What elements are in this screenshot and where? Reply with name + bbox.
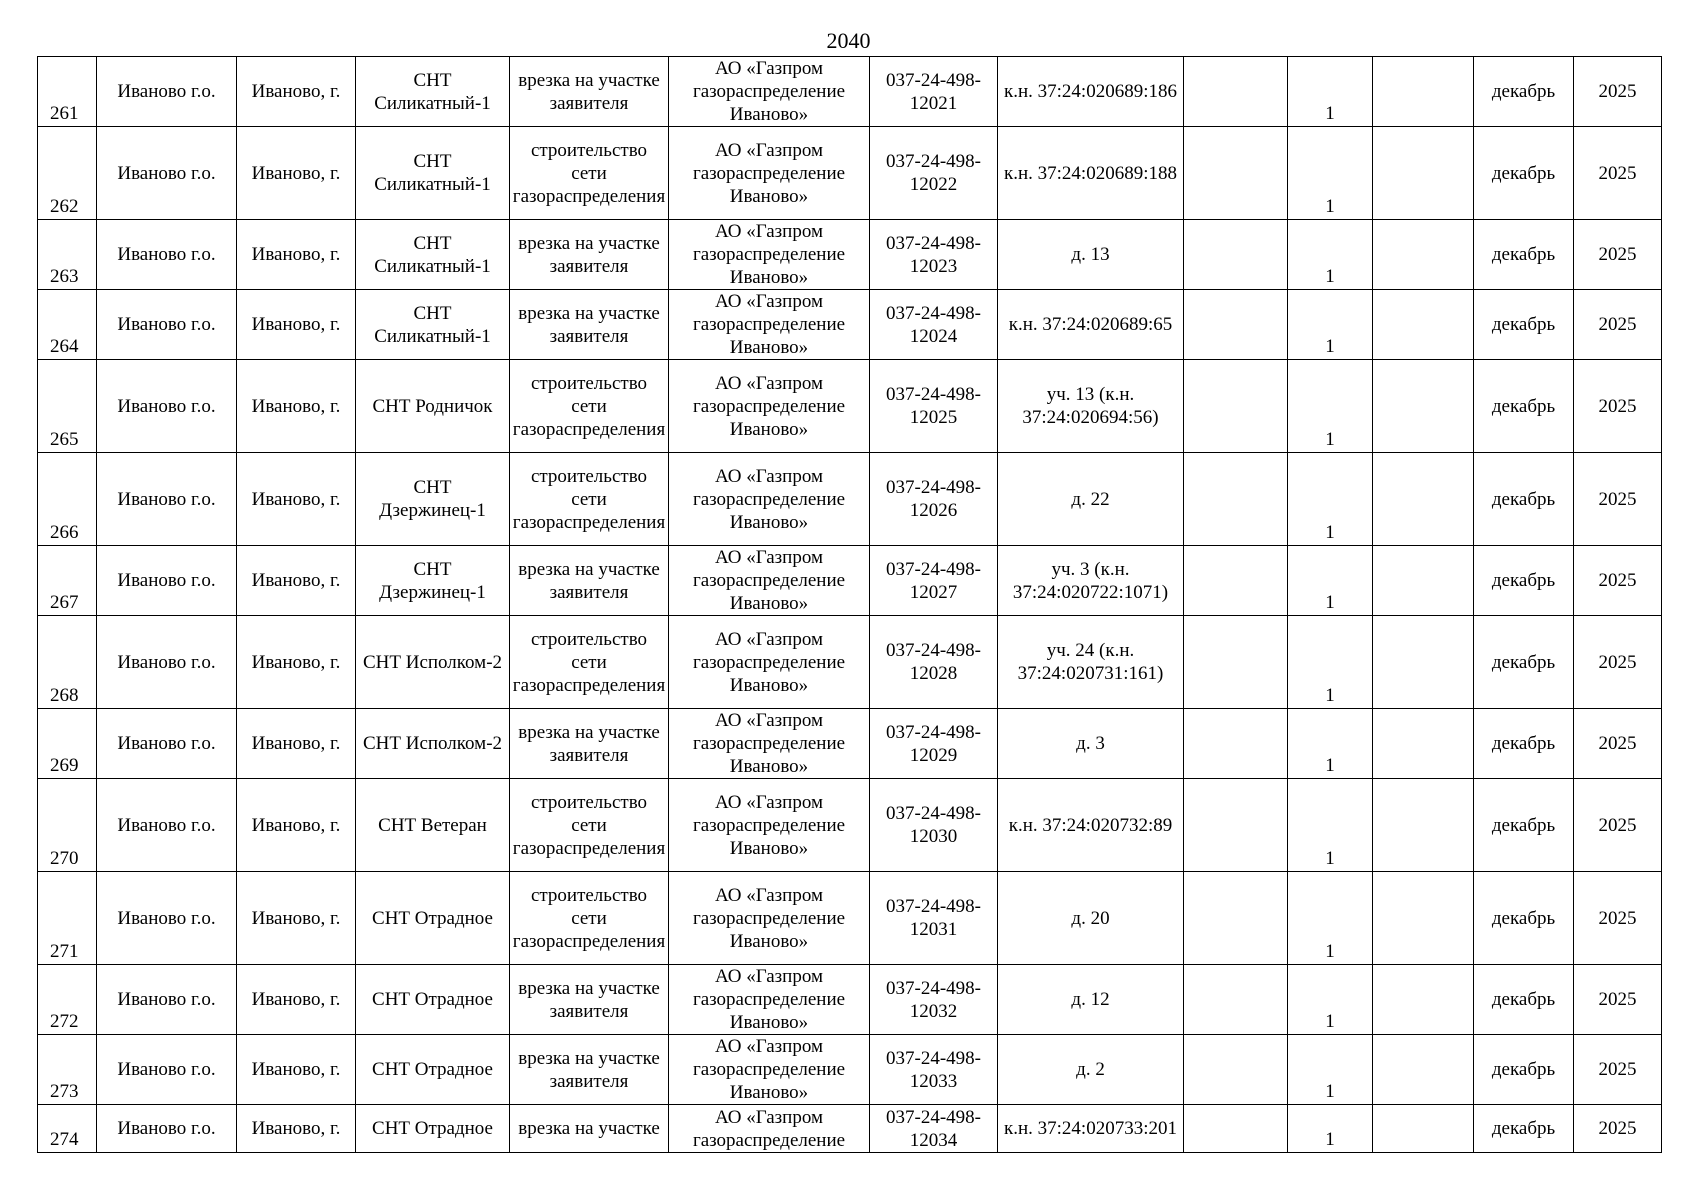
code-cell: 037-24-498-12032 [870, 965, 998, 1035]
month-cell: декабрь [1474, 779, 1574, 872]
organization-cell: АО «Газпром газораспределение Иваново» [669, 127, 870, 220]
empty-cell-2 [1373, 709, 1474, 779]
empty-cell-1 [1184, 57, 1288, 127]
year-cell: 2025 [1574, 1035, 1662, 1105]
address-cell: уч. 3 (к.н. 37:24:020722:1071) [998, 546, 1184, 616]
organization-cell: АО «Газпром газораспределение Иваново» [669, 616, 870, 709]
snt-cell: СНТ Силикатный-1 [356, 290, 510, 360]
row-number: 270 [38, 779, 97, 872]
empty-cell-2 [1373, 127, 1474, 220]
empty-cell-2 [1373, 220, 1474, 290]
empty-cell-1 [1184, 872, 1288, 965]
city-cell: Иваново, г. [237, 453, 356, 546]
city-cell: Иваново, г. [237, 360, 356, 453]
empty-cell-1 [1184, 965, 1288, 1035]
district-cell: Иваново г.о. [97, 1035, 237, 1105]
work-type-cell: врезка на участке заявителя [510, 546, 669, 616]
city-cell: Иваново, г. [237, 779, 356, 872]
year-cell: 2025 [1574, 57, 1662, 127]
table-row [38, 453, 1662, 546]
count-cell: 1 [1288, 1105, 1373, 1153]
district-cell: Иваново г.о. [97, 709, 237, 779]
code-cell: 037-24-498-12021 [870, 57, 998, 127]
count-cell: 1 [1288, 220, 1373, 290]
table-row [38, 290, 1662, 360]
code-cell: 037-24-498-12028 [870, 616, 998, 709]
snt-cell: СНТ Отрадное [356, 1035, 510, 1105]
district-cell: Иваново г.о. [97, 453, 237, 546]
organization-cell: АО «Газпром газораспределение Иваново» [669, 546, 870, 616]
gas-connection-table [37, 56, 1662, 1153]
snt-cell: СНТ Силикатный-1 [356, 220, 510, 290]
city-cell: Иваново, г. [237, 220, 356, 290]
month-cell: декабрь [1474, 57, 1574, 127]
empty-cell-1 [1184, 616, 1288, 709]
empty-cell-2 [1373, 360, 1474, 453]
empty-cell-2 [1373, 1035, 1474, 1105]
month-cell: декабрь [1474, 290, 1574, 360]
organization-cell: АО «Газпром газораспределение Иваново» [669, 453, 870, 546]
table-row [38, 872, 1662, 965]
row-number: 263 [38, 220, 97, 290]
address-cell: к.н. 37:24:020689:188 [998, 127, 1184, 220]
address-cell: д. 22 [998, 453, 1184, 546]
table-row [38, 57, 1662, 127]
empty-cell-2 [1373, 546, 1474, 616]
year-cell: 2025 [1574, 220, 1662, 290]
empty-cell-1 [1184, 220, 1288, 290]
city-cell: Иваново, г. [237, 127, 356, 220]
organization-cell: АО «Газпром газораспределение Иваново» [669, 220, 870, 290]
row-number: 261 [38, 57, 97, 127]
table-row [38, 360, 1662, 453]
month-cell: декабрь [1474, 127, 1574, 220]
code-cell: 037-24-498-12029 [870, 709, 998, 779]
snt-cell: СНТ Исполком-2 [356, 616, 510, 709]
count-cell: 1 [1288, 290, 1373, 360]
empty-cell-2 [1373, 965, 1474, 1035]
empty-cell-1 [1184, 709, 1288, 779]
snt-cell: СНТ Отрадное [356, 965, 510, 1035]
row-number: 267 [38, 546, 97, 616]
empty-cell-1 [1184, 453, 1288, 546]
empty-cell-1 [1184, 1105, 1288, 1153]
table-row [38, 220, 1662, 290]
organization-cell: АО «Газпром газораспределение Иваново» [669, 872, 870, 965]
work-type-cell: строительство сети газораспределения [510, 616, 669, 709]
code-cell: 037-24-498-12030 [870, 779, 998, 872]
empty-cell-2 [1373, 57, 1474, 127]
district-cell: Иваново г.о. [97, 965, 237, 1035]
work-type-cell: врезка на участке заявителя [510, 965, 669, 1035]
snt-cell: СНТ Отрадное [356, 1105, 510, 1153]
table-body [38, 57, 1662, 1153]
work-type-cell: врезка на участке заявителя [510, 1035, 669, 1105]
district-cell: Иваново г.о. [97, 290, 237, 360]
snt-cell: СНТ Дзержинец-1 [356, 453, 510, 546]
count-cell: 1 [1288, 965, 1373, 1035]
city-cell: Иваново, г. [237, 57, 356, 127]
month-cell: декабрь [1474, 965, 1574, 1035]
year-cell: 2025 [1574, 290, 1662, 360]
count-cell: 1 [1288, 616, 1373, 709]
city-cell: Иваново, г. [237, 709, 356, 779]
organization-cell: АО «Газпром газораспределение Иваново» [669, 290, 870, 360]
address-cell: к.н. 37:24:020689:186 [998, 57, 1184, 127]
row-number: 265 [38, 360, 97, 453]
empty-cell-2 [1373, 872, 1474, 965]
empty-cell-1 [1184, 290, 1288, 360]
district-cell: Иваново г.о. [97, 779, 237, 872]
address-cell: д. 2 [998, 1035, 1184, 1105]
code-cell: 037-24-498-12034 [870, 1105, 998, 1153]
empty-cell-1 [1184, 1035, 1288, 1105]
organization-cell: АО «Газпром газораспределение Иваново» [669, 965, 870, 1035]
district-cell: Иваново г.о. [97, 1105, 237, 1153]
work-type-cell: врезка на участке заявителя [510, 709, 669, 779]
row-number: 272 [38, 965, 97, 1035]
table-row [38, 1105, 1662, 1153]
organization-cell: АО «Газпром газораспределение Иваново» [669, 360, 870, 453]
row-number: 262 [38, 127, 97, 220]
row-number: 271 [38, 872, 97, 965]
address-cell: д. 13 [998, 220, 1184, 290]
district-cell: Иваново г.о. [97, 220, 237, 290]
empty-cell-2 [1373, 779, 1474, 872]
year-cell: 2025 [1574, 709, 1662, 779]
organization-cell: АО «Газпром газораспределение Иваново» [669, 1035, 870, 1105]
year-cell: 2025 [1574, 779, 1662, 872]
address-cell: д. 12 [998, 965, 1184, 1035]
district-cell: Иваново г.о. [97, 127, 237, 220]
work-type-cell: врезка на участке заявителя [510, 290, 669, 360]
organization-cell: АО «Газпром газораспределение Иваново» [669, 779, 870, 872]
count-cell: 1 [1288, 57, 1373, 127]
empty-cell-1 [1184, 127, 1288, 220]
year-cell: 2025 [1574, 546, 1662, 616]
code-cell: 037-24-498-12023 [870, 220, 998, 290]
snt-cell: СНТ Дзержинец-1 [356, 546, 510, 616]
count-cell: 1 [1288, 360, 1373, 453]
empty-cell-2 [1373, 290, 1474, 360]
table-row [38, 965, 1662, 1035]
snt-cell: СНТ Ветеран [356, 779, 510, 872]
work-type-cell: строительство сети газораспределения [510, 779, 669, 872]
year-cell: 2025 [1574, 1105, 1662, 1153]
month-cell: декабрь [1474, 546, 1574, 616]
city-cell: Иваново, г. [237, 965, 356, 1035]
snt-cell: СНТ Силикатный-1 [356, 57, 510, 127]
month-cell: декабрь [1474, 1105, 1574, 1153]
month-cell: декабрь [1474, 220, 1574, 290]
month-cell: декабрь [1474, 453, 1574, 546]
month-cell: декабрь [1474, 616, 1574, 709]
empty-cell-1 [1184, 360, 1288, 453]
code-cell: 037-24-498-12022 [870, 127, 998, 220]
district-cell: Иваново г.о. [97, 546, 237, 616]
code-cell: 037-24-498-12031 [870, 872, 998, 965]
organization-cell: АО «Газпром газораспределение Иваново» [669, 57, 870, 127]
row-number: 274 [38, 1105, 97, 1153]
district-cell: Иваново г.о. [97, 616, 237, 709]
code-cell: 037-24-498-12033 [870, 1035, 998, 1105]
count-cell: 1 [1288, 453, 1373, 546]
code-cell: 037-24-498-12026 [870, 453, 998, 546]
table-row [38, 709, 1662, 779]
city-cell: Иваново, г. [237, 1035, 356, 1105]
work-type-cell: строительство сети газораспределения [510, 453, 669, 546]
address-cell: к.н. 37:24:020733:201 [998, 1105, 1184, 1153]
table-row [38, 779, 1662, 872]
year-cell: 2025 [1574, 616, 1662, 709]
code-cell: 037-24-498-12025 [870, 360, 998, 453]
address-cell: уч. 24 (к.н. 37:24:020731:161) [998, 616, 1184, 709]
row-number: 269 [38, 709, 97, 779]
month-cell: декабрь [1474, 360, 1574, 453]
empty-cell-1 [1184, 779, 1288, 872]
row-number: 266 [38, 453, 97, 546]
address-cell: уч. 13 (к.н. 37:24:020694:56) [998, 360, 1184, 453]
address-cell: д. 3 [998, 709, 1184, 779]
count-cell: 1 [1288, 779, 1373, 872]
organization-cell: АО «Газпром газораспределение Иваново» [669, 709, 870, 779]
empty-cell-1 [1184, 546, 1288, 616]
year-cell: 2025 [1574, 965, 1662, 1035]
organization-cell: АО «Газпром газораспределение [669, 1105, 870, 1153]
snt-cell: СНТ Родничок [356, 360, 510, 453]
month-cell: декабрь [1474, 872, 1574, 965]
district-cell: Иваново г.о. [97, 360, 237, 453]
code-cell: 037-24-498-12024 [870, 290, 998, 360]
city-cell: Иваново, г. [237, 616, 356, 709]
district-cell: Иваново г.о. [97, 57, 237, 127]
work-type-cell: строительство сети газораспределения [510, 360, 669, 453]
work-type-cell: строительство сети газораспределения [510, 127, 669, 220]
year-cell: 2025 [1574, 453, 1662, 546]
work-type-cell: строительство сети газораспределения [510, 872, 669, 965]
work-type-cell: врезка на участке заявителя [510, 220, 669, 290]
month-cell: декабрь [1474, 1035, 1574, 1105]
empty-cell-2 [1373, 1105, 1474, 1153]
year-cell: 2025 [1574, 872, 1662, 965]
snt-cell: СНТ Силикатный-1 [356, 127, 510, 220]
row-number: 264 [38, 290, 97, 360]
snt-cell: СНТ Исполком-2 [356, 709, 510, 779]
district-cell: Иваново г.о. [97, 872, 237, 965]
address-cell: к.н. 37:24:020689:65 [998, 290, 1184, 360]
work-type-cell: врезка на участке [510, 1105, 669, 1153]
page-number: 2040 [826, 28, 871, 53]
count-cell: 1 [1288, 127, 1373, 220]
address-cell: к.н. 37:24:020732:89 [998, 779, 1184, 872]
snt-cell: СНТ Отрадное [356, 872, 510, 965]
count-cell: 1 [1288, 546, 1373, 616]
count-cell: 1 [1288, 872, 1373, 965]
city-cell: Иваново, г. [237, 872, 356, 965]
row-number: 273 [38, 1035, 97, 1105]
city-cell: Иваново, г. [237, 1105, 356, 1153]
year-cell: 2025 [1574, 360, 1662, 453]
address-cell: д. 20 [998, 872, 1184, 965]
table-row [38, 616, 1662, 709]
code-cell: 037-24-498-12027 [870, 546, 998, 616]
empty-cell-2 [1373, 453, 1474, 546]
table-row [38, 127, 1662, 220]
city-cell: Иваново, г. [237, 290, 356, 360]
month-cell: декабрь [1474, 709, 1574, 779]
empty-cell-2 [1373, 616, 1474, 709]
year-cell: 2025 [1574, 127, 1662, 220]
city-cell: Иваново, г. [237, 546, 356, 616]
count-cell: 1 [1288, 1035, 1373, 1105]
table-row [38, 546, 1662, 616]
row-number: 268 [38, 616, 97, 709]
work-type-cell: врезка на участке заявителя [510, 57, 669, 127]
table-row [38, 1035, 1662, 1105]
count-cell: 1 [1288, 709, 1373, 779]
